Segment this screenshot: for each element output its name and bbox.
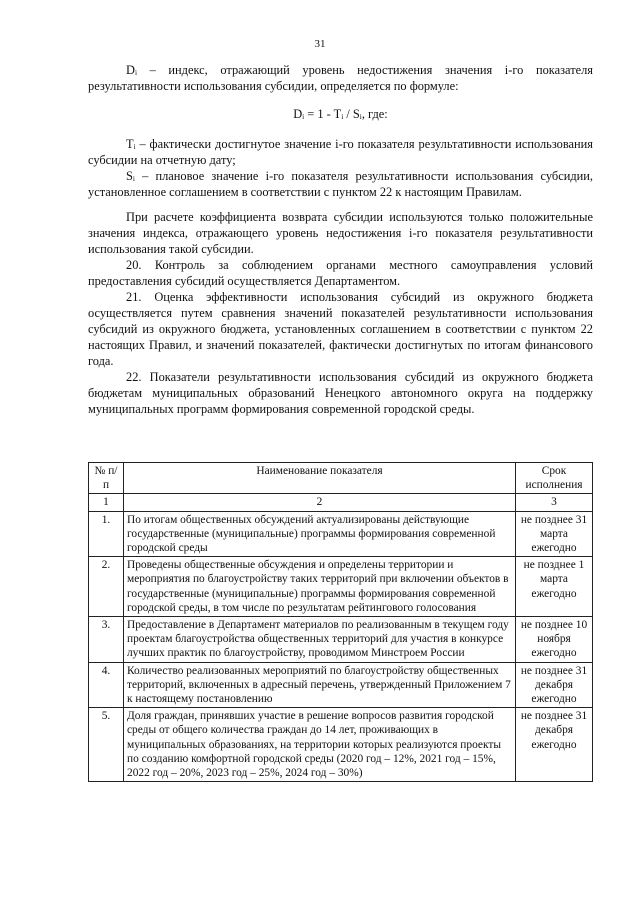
row-indicator: Предоставление в Департамент материалов по реализованным в текущем году проектам благоустройства общественных территорий для участия в конкурсе лучших практик по благоустройству, проводимом Минстроем России	[124, 617, 516, 663]
row-deadline: не позднее 31 марта ежегодно	[516, 511, 593, 557]
row-number: 3.	[89, 617, 124, 663]
row-deadline: не позднее 10 ноября ежегодно	[516, 617, 593, 663]
column-number-3: 3	[516, 494, 593, 511]
paragraph-item-20: 20. Контроль за соблюдением органами местного самоуправления условий предоставления субсидий осуществляется Департаментом.	[88, 258, 593, 288]
header-number: № п/п	[89, 463, 124, 494]
table-row	[89, 662, 593, 708]
column-number-1: 1	[89, 494, 124, 511]
row-indicator: Проведены общественные обсуждения и определены территории и мероприятия по благоустройству таких территорий при включении объектов в государственные (муниципальные) программы формирования современной городской среды, в том числе по результатам рейтингового голосования	[124, 557, 516, 617]
table-row	[89, 511, 593, 557]
table-header-row	[89, 463, 593, 494]
row-number: 5.	[89, 708, 124, 782]
paragraph-item-21: 21. Оценка эффективности использования субсидий из окружного бюджета осуществляется путем сравнения значений показателей результативности использования субсидий из окружного бюджета, установленных соглашением в соответствии с пунктом 22 настоящих Правил, и значений показателей, фактически достигнутых по итогам финансового года.	[88, 290, 593, 368]
header-deadline: Срок исполнения	[516, 463, 593, 494]
table-row	[89, 557, 593, 617]
header-indicator-name: Наименование показателя	[124, 463, 516, 494]
column-number-2: 2	[124, 494, 516, 511]
table-row	[89, 617, 593, 663]
row-indicator: Количество реализованных мероприятий по благоустройству общественных территорий, включенных в адресный перечень, утвержденный Приложением 7 к настоящему постановлению	[124, 662, 516, 708]
paragraph-ti-definition: Tᵢ – фактически достигнутое значение i-го показателя результативности использования субсидии на отчетную дату;	[88, 137, 593, 167]
table-column-numbers-row	[89, 494, 593, 511]
row-number: 4.	[89, 662, 124, 708]
row-indicator: По итогам общественных обсуждений актуализированы действующие государственные (муниципальные) программы формирования современной городской среды	[124, 511, 516, 557]
paragraph-item-22: 22. Показатели результативности использования субсидий из окружного бюджета бюджетам муниципальных образований Ненецкого автономного округа на поддержку муниципальных программ формирования современной городской среды.	[88, 370, 593, 416]
row-deadline: не позднее 1 марта ежегодно	[516, 557, 593, 617]
row-deadline: не позднее 31 декабря ежегодно	[516, 708, 593, 782]
document-body	[88, 62, 593, 417]
paragraph-si-definition: Sᵢ – плановое значение i-го показателя результативности использования субсидии, установленное соглашением в соответствии с пунктом 22 к настоящим Правилам.	[88, 169, 593, 199]
row-number: 2.	[89, 557, 124, 617]
indicators-table	[88, 462, 593, 782]
paragraph-di-definition: Dᵢ – индекс, отражающий уровень недостижения значения i-го показателя результативности использования субсидии, определяется по формуле:	[88, 63, 593, 93]
row-deadline: не позднее 31 декабря ежегодно	[516, 662, 593, 708]
formula: Dᵢ = 1 - Tᵢ / Sᵢ, где:	[293, 107, 388, 121]
row-indicator: Доля граждан, принявших участие в решение вопросов развития городской среды от общего количества граждан до 14 лет, проживающих в муниципальных образованиях, на территории которых реализуются проекты по созданию комфортной городской среды (2020 год – 12%, 2021 год – 15%, 2022 год – 20%, 2023 год – 25%, 2024 год – 30%)	[124, 708, 516, 782]
page-number: 31	[314, 38, 326, 50]
table-row	[89, 708, 593, 782]
paragraph-positive-values: При расчете коэффициента возврата субсидии используются только положительные значения индекса, отражающего уровень недостижения i-го показателя результативности использования такой субсидии.	[88, 210, 593, 256]
row-number: 1.	[89, 511, 124, 557]
